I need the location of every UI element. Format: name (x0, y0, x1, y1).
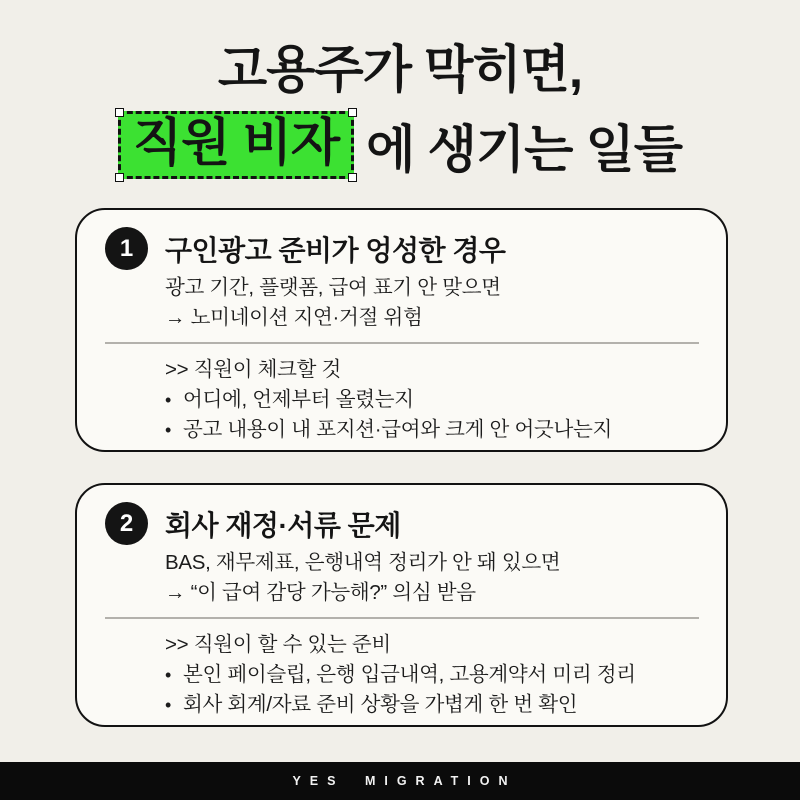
selection-handle-top-left[interactable] (115, 108, 124, 117)
highlight-box[interactable] (118, 111, 354, 179)
brand-text: YES MIGRATION (292, 774, 517, 788)
bullet-icon: • (165, 665, 172, 685)
page-title (0, 40, 800, 182)
checklist-title: >> 직원이 할 수 있는 준비 (165, 633, 391, 656)
selection-handle-top-right[interactable] (348, 108, 357, 117)
highlight-text: 직원 비자 (132, 114, 340, 171)
card-header (105, 502, 700, 545)
bullet-icon: • (165, 695, 172, 715)
number-badge-1: 1 (105, 227, 148, 270)
title-line-2 (0, 108, 800, 182)
divider (105, 342, 699, 344)
checklist-item-text: 회사 회계/자료 준비 상황을 가볍게 한 번 확인 (183, 693, 578, 716)
checklist (165, 355, 700, 445)
selection-handle-bottom-right[interactable] (348, 173, 357, 182)
divider (105, 617, 699, 619)
card-body (165, 548, 700, 608)
checklist (165, 630, 700, 720)
checklist-item (165, 415, 700, 445)
footer-bar (0, 762, 800, 800)
card-company-finance-issues (75, 483, 728, 727)
checklist-item-text: 본인 페이슬립, 은행 입금내역, 고용계약서 미리 정리 (183, 663, 636, 686)
body-line: → 노미네이션 지연·거절 위험 (165, 306, 423, 329)
bullet-icon: • (165, 390, 172, 410)
body-line: BAS, 재무제표, 은행내역 정리가 안 돼 있으면 (165, 551, 561, 574)
card-job-ad-issues (75, 208, 728, 452)
checklist-item (165, 385, 700, 415)
checklist-title: >> 직원이 체크할 것 (165, 358, 342, 381)
number-badge-2: 2 (105, 502, 148, 545)
checklist-item (165, 660, 700, 690)
checklist-item-text: 공고 내용이 내 포지션·급여와 크게 안 어긋나는지 (183, 418, 612, 441)
card-heading: 구인광고 준비가 엉성한 경우 (165, 234, 506, 266)
checklist-item (165, 690, 700, 720)
card-header (105, 227, 700, 270)
card-heading: 회사 재정·서류 문제 (165, 509, 401, 541)
selection-handle-bottom-left[interactable] (115, 173, 124, 182)
body-line: 광고 기간, 플랫폼, 급여 표기 안 맞으면 (165, 276, 501, 299)
body-line: → “이 급여 감당 가능해?” 의심 받음 (165, 581, 476, 604)
title-line-1: 고용주가 막히면, (217, 41, 583, 98)
bullet-icon: • (165, 420, 172, 440)
card-body (165, 273, 700, 333)
checklist-item-text: 어디에, 언제부터 올렸는지 (183, 388, 414, 411)
title-line-2-rest: 에 생기는 일들 (366, 121, 683, 178)
